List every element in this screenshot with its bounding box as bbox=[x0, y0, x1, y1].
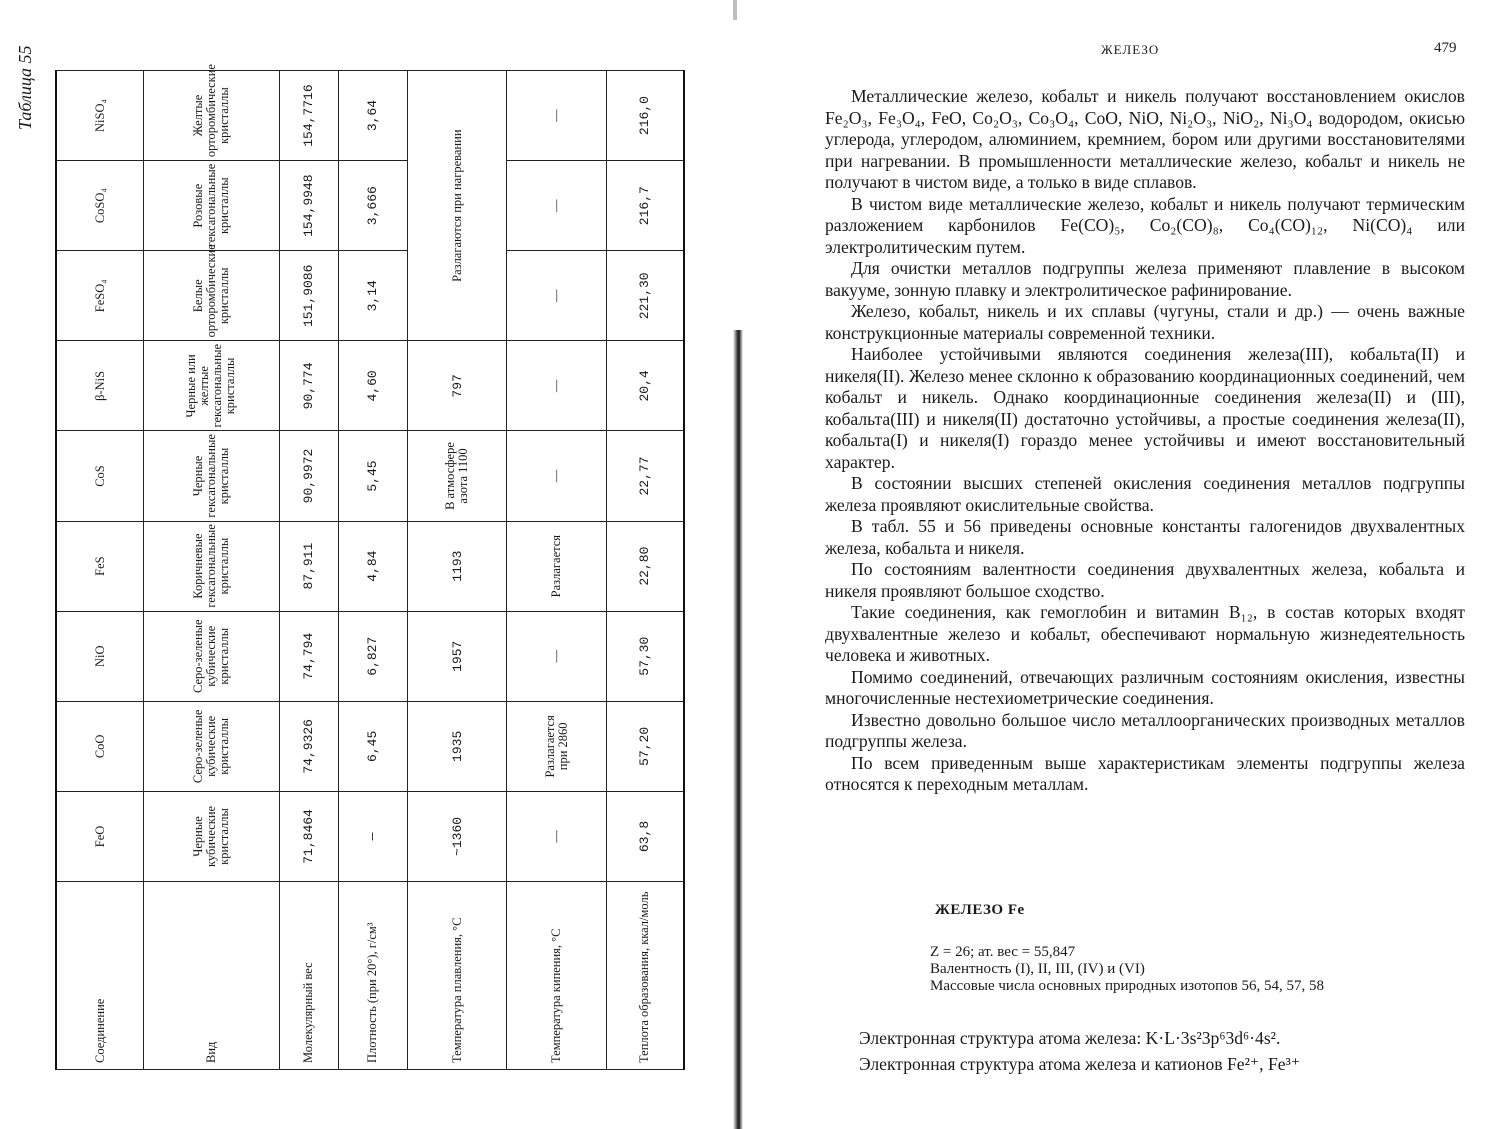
paragraph: Такие соединения, как гемоглобин и витамин B₁₂, в состав которых входят двухвалентные железо и кобальт, обеспечивают нормальную жизнедеятельность человека и животных. bbox=[825, 602, 1465, 665]
paragraph: По всем приведенным выше характеристикам элементы подгруппы железа относятся к переходным металлам. bbox=[825, 752, 1465, 794]
table-row-compound bbox=[56, 71, 144, 1070]
table-cell: ~1360 bbox=[408, 791, 507, 881]
table-cell: 20,4 bbox=[606, 341, 684, 431]
table-cell: FeSO₄ bbox=[56, 251, 144, 341]
table-row-molecular-weight bbox=[279, 71, 338, 1070]
row-header: Температура плавления, °С bbox=[408, 882, 507, 1070]
table-cell: 57,30 bbox=[606, 611, 684, 701]
paragraph: Известно довольно большое число металлоорганических производных металлов подгруппы железа. bbox=[825, 709, 1465, 751]
table-cell: 216,0 bbox=[606, 71, 684, 161]
fact-line: Валентность (I), II, III, (IV) и (VI) bbox=[930, 961, 1145, 977]
table-cell: NiO bbox=[56, 611, 144, 701]
table-cell: 1935 bbox=[408, 701, 507, 791]
paragraph: Наиболее устойчивыми являются соединения железа(III), кобальта(II) и никеля(II). Железо менее склонно к образованию координационных соединений, чем кобальт и никель. Однако координационные соединения железа(II) и (III), кобальта(III) и никеля(II) достаточно устойчивы, а простые соединения железа(II), кобальта(I) и никеля(I) гораздо менее устойчивы и имеют восстановительный характер. bbox=[825, 344, 1465, 472]
fact-line: Z = 26; ат. вес = 55,847 bbox=[930, 944, 1076, 960]
table-row-view bbox=[144, 71, 279, 1070]
table-cell: 74,794 bbox=[279, 611, 338, 701]
table-cell: — bbox=[507, 251, 606, 341]
paragraph: Для очистки металлов подгруппы железа применяют плавление в высоком вакууме, зонную плавку и электролитическое рафинирование. bbox=[825, 258, 1465, 300]
table-cell: 3,666 bbox=[338, 161, 407, 251]
left-page bbox=[0, 0, 745, 1129]
paragraph: Помимо соединений, отвечающих различным состояниям окисления, известны многочисленные нестехиометрические соединения. bbox=[825, 666, 1465, 708]
paragraph: Железо, кобальт, никель и их сплавы (чугуны, стали и др.) — очень важные конструкционные материалы современной техники. bbox=[825, 301, 1465, 343]
table-cell: 216,7 bbox=[606, 161, 684, 251]
table-cell: 4,84 bbox=[338, 521, 407, 611]
table-cell: 151,9086 bbox=[279, 251, 338, 341]
row-header: Температура кипения, °С bbox=[507, 882, 606, 1070]
table-cell: 90,9972 bbox=[279, 431, 338, 521]
electron-line: Электронная структура атома железа: K·L·3s²3p⁶3d⁶·4s². bbox=[859, 1028, 1281, 1048]
section-title: ЖЕЛЕЗО Fe bbox=[935, 902, 1025, 918]
table-row-heat-of-formation bbox=[606, 71, 684, 1070]
body-text bbox=[825, 86, 1465, 796]
table-cell: Желтые орторомбические кристаллы bbox=[144, 71, 279, 161]
table-cell: Разлагается при 2860 bbox=[507, 701, 606, 791]
row-header: Плотность (при 20°), г/см³ bbox=[338, 882, 407, 1070]
table-cell: — bbox=[338, 791, 407, 881]
table-cell: — bbox=[507, 71, 606, 161]
table-cell: — bbox=[507, 791, 606, 881]
table-cell: 63,8 bbox=[606, 791, 684, 881]
table-cell: Черные кубические кристаллы bbox=[144, 791, 279, 881]
table-cell: 71,8464 bbox=[279, 791, 338, 881]
table-cell: — bbox=[507, 341, 606, 431]
table-cell: 74,9326 bbox=[279, 701, 338, 791]
binding-mark bbox=[733, 0, 737, 20]
table-cell: 1193 bbox=[408, 521, 507, 611]
table-55-rotated bbox=[15, 45, 695, 1070]
table-cell: CoO bbox=[56, 701, 144, 791]
table-cell: FeO bbox=[56, 791, 144, 881]
table-cell-merged: Разлагаются при нагревании bbox=[408, 71, 507, 341]
table-cell: Белые орторомбические кристаллы bbox=[144, 251, 279, 341]
electron-structure bbox=[825, 1025, 1465, 1077]
element-facts bbox=[930, 944, 1450, 995]
paragraph: По состояниям валентности соединения двухвалентных железа, кобальта и никеля проявляют большое сходство. bbox=[825, 559, 1465, 601]
row-header: Вид bbox=[144, 882, 279, 1070]
table-cell: 4,60 bbox=[338, 341, 407, 431]
row-header: Теплота образования, ккал/моль bbox=[606, 882, 684, 1070]
table-cell: Серо-зеленые кубические кристаллы bbox=[144, 611, 279, 701]
table-cell: — bbox=[507, 431, 606, 521]
table-cell: Коричневые гексагональные кристаллы bbox=[144, 521, 279, 611]
table-cell: 797 bbox=[408, 341, 507, 431]
table-cell: 57,20 bbox=[606, 701, 684, 791]
right-page bbox=[745, 0, 1506, 1129]
properties-table bbox=[55, 64, 685, 1070]
table-cell: В атмосфере азота 1100 bbox=[408, 431, 507, 521]
table-row-boiling-point bbox=[507, 71, 606, 1070]
running-head: ЖЕЛЕЗО bbox=[1101, 42, 1160, 57]
table-cell: 22,77 bbox=[606, 431, 684, 521]
page-number: 479 bbox=[1434, 40, 1457, 56]
table-cell: CoS bbox=[56, 431, 144, 521]
table-cell: 3,14 bbox=[338, 251, 407, 341]
table-cell: Черные или желтые гексагональные кристаллы bbox=[144, 341, 279, 431]
table-cell: Разлагается bbox=[507, 521, 606, 611]
table-cell: 154,9948 bbox=[279, 161, 338, 251]
paragraph: В состоянии высших степеней окисления соединения металлов подгруппы железа проявляют окислительные свойства. bbox=[825, 473, 1465, 515]
table-cell: 22,80 bbox=[606, 521, 684, 611]
table-cell: 3,64 bbox=[338, 71, 407, 161]
table-cell: — bbox=[507, 161, 606, 251]
electron-line: Электронная структура атома железа и катионов Fe²⁺, Fe³⁺ bbox=[859, 1054, 1301, 1074]
table-cell: 154,7716 bbox=[279, 71, 338, 161]
table-cell: NiSO₄ bbox=[56, 71, 144, 161]
table-cell: 1957 bbox=[408, 611, 507, 701]
row-header: Соединение bbox=[56, 882, 144, 1070]
table-cell: 87,911 bbox=[279, 521, 338, 611]
table-row-melting-point bbox=[408, 71, 507, 1070]
row-header: Молекулярный вес bbox=[279, 882, 338, 1070]
table-cell: 6,45 bbox=[338, 701, 407, 791]
paragraph: Металлические железо, кобальт и никель получают восстановлением окислов Fe₂O₃, Fe₃O₄, FeO, Co₂O₃, Co₃O₄, CoO, NiO, Ni₂O₃, NiO₂, Ni₃O₄ водородом, окисью углерода, углеродом, алюминием, кремнием, бором или другими восстановителями при нагревании. В промышленности металлические железо, кобальт и никель не получают в чистом виде, а только в виде сплавов. bbox=[825, 86, 1465, 192]
table-cell: 90,774 bbox=[279, 341, 338, 431]
table-cell: Серо-зеленые кубические кристаллы bbox=[144, 701, 279, 791]
table-cell: CoSO₄ bbox=[56, 161, 144, 251]
table-cell: 5,45 bbox=[338, 431, 407, 521]
table-cell: Розовые гексагональные кристаллы bbox=[144, 161, 279, 251]
table-row-density bbox=[338, 71, 407, 1070]
table-caption: Таблица 55 bbox=[15, 45, 35, 130]
table-cell: — bbox=[507, 611, 606, 701]
binding-shadow bbox=[733, 330, 743, 1129]
table-cell: FeS bbox=[56, 521, 144, 611]
table-cell: Черные гексагональные кристаллы bbox=[144, 431, 279, 521]
table-cell: 6,827 bbox=[338, 611, 407, 701]
paragraph: В табл. 55 и 56 приведены основные константы галогенидов двухвалентных железа, кобальта и никеля. bbox=[825, 516, 1465, 558]
table-cell: 221,30 bbox=[606, 251, 684, 341]
paragraph: В чистом виде металлические железо, кобальт и никель получают термическим разложением карбонилов Fe(CO)₅, Co₂(CO)₈, Co₄(CO)₁₂, Ni(CO)₄ или электролитическим путем. bbox=[825, 193, 1465, 257]
table-cell: β-NiS bbox=[56, 341, 144, 431]
fact-line: Массовые числа основных природных изотопов 56, 54, 57, 58 bbox=[930, 978, 1324, 994]
